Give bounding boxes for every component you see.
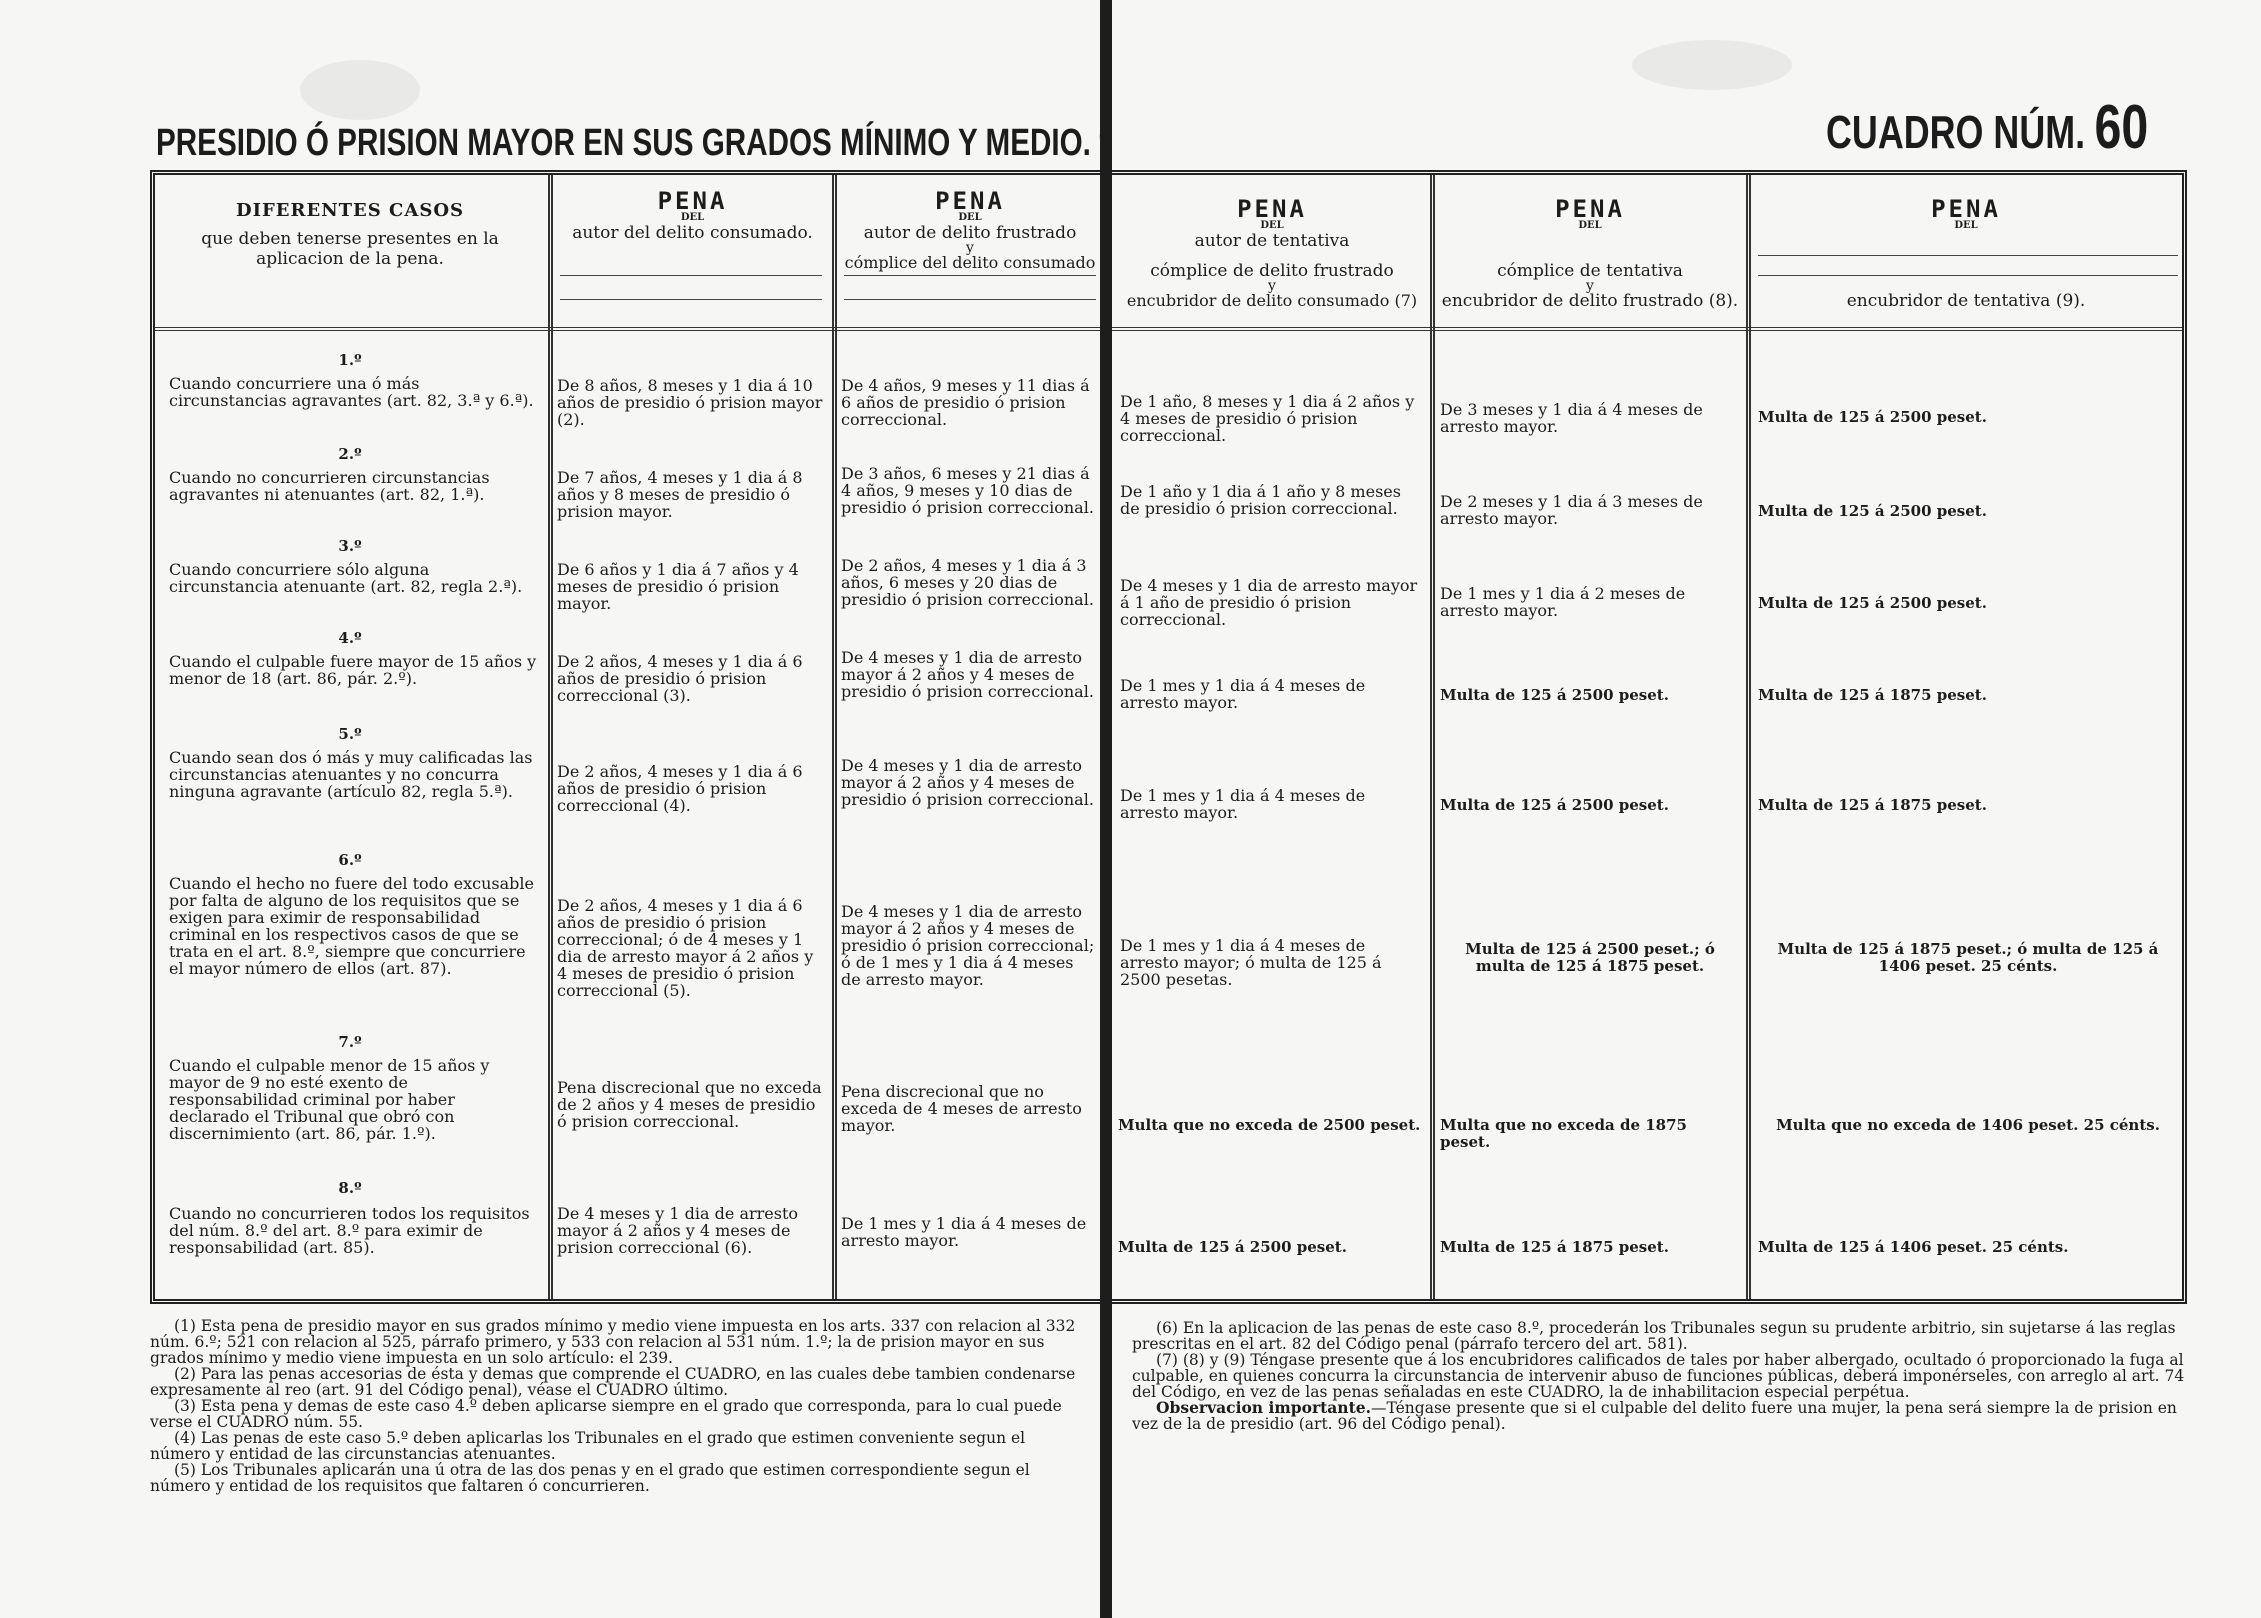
- pena-complice-tentativa: De 1 mes y 1 dia á 2 meses de arresto mayor.: [1440, 584, 1686, 620]
- header-rule: [844, 275, 1096, 276]
- left-page: [0, 0, 1100, 1618]
- case-description: Cuando no concurrieren todos los requisitos del núm. 8.º del art. 8.º para eximir de responsabilidad (art. 85).: [169, 1204, 530, 1257]
- pena-complice-tentativa: De 3 meses y 1 dia á 4 meses de arresto mayor.: [1440, 400, 1703, 436]
- page-title-text: PRESIDIO Ó PRISION MAYOR EN SUS GRADOS MÍNIMO Y MEDIO.: [156, 122, 1091, 164]
- left-footnotes: [150, 1318, 1090, 1494]
- paper-stain: [1632, 40, 1792, 90]
- pena-autor-consumado: De 2 años, 4 meses y 1 dia á 6 años de presidio ó prision correccional (3).: [557, 652, 803, 705]
- header-col-complice-tentativa: [1436, 197, 1744, 311]
- header-cases: [155, 201, 545, 269]
- pena-tentativa: De 4 meses y 1 dia de arresto mayor á 1 año de presidio ó prision correccional.: [1120, 576, 1418, 629]
- right-penalty-table: [1112, 170, 2187, 1304]
- footnote: (3) Esta pena y demas de este caso 4.º deben aplicarse siempre en el grado que corresponda, para lo cual puede verse el CUADRO núm. 55.: [150, 1397, 1062, 1431]
- case-number: 2.º: [338, 445, 362, 463]
- pena-frustrado: De 4 meses y 1 dia de arresto mayor á 2 años y 4 meses de presidio ó prision correccional.: [841, 756, 1094, 809]
- col-title-line: encubridor de tentativa (9).: [1846, 291, 2086, 311]
- pena-tentativa: Multa de 125 á 2500 peset.: [1118, 1238, 1347, 1256]
- case-description: Cuando el culpable fuere mayor de 15 años y menor de 18 (art. 86, pár. 2.º).: [169, 652, 537, 688]
- pena-complice-tentativa: De 2 meses y 1 dia á 3 meses de arresto mayor.: [1440, 492, 1703, 528]
- pena-complice-tentativa: Multa de 125 á 2500 peset.: [1440, 796, 1669, 814]
- pena-label: PENA: [1931, 195, 2001, 223]
- book-binding: [1100, 0, 1112, 1618]
- case-number: 6.º: [338, 851, 362, 869]
- pena-encubridor-tentativa: Multa de 125 á 1875 peset.: [1758, 686, 1987, 704]
- pena-encubridor-tentativa: Multa de 125 á 2500 peset.: [1758, 502, 1987, 520]
- pena-autor-consumado: De 6 años y 1 dia á 7 años y 4 meses de presidio ó prision mayor.: [557, 560, 799, 613]
- col-title-line: cómplice de delito frustrado: [1150, 261, 1394, 281]
- pena-tentativa: De 1 mes y 1 dia á 4 meses de arresto mayor.: [1120, 786, 1366, 822]
- pena-label: PENA: [935, 187, 1005, 215]
- header-divider: [1112, 327, 2182, 331]
- pena-encubridor-tentativa: Multa de 125 á 1406 peset. 25 cénts.: [1758, 1238, 2069, 1256]
- observation-text: —Téngase presente que si el culpable del delito fuere una mujer, la pena será siempre la de prision en vez de la de presidio (art. 96 del Código penal).: [1132, 1399, 2177, 1433]
- col-title: autor del delito consumado.: [572, 223, 813, 243]
- pena-frustrado: De 4 meses y 1 dia de arresto mayor á 2 años y 4 meses de presidio ó prision correccional; ó de 1 mes y 1 dia á 4 meses de arresto mayor.: [841, 902, 1095, 989]
- cuadro-title: [1826, 92, 2148, 163]
- case-number: 7.º: [338, 1033, 362, 1051]
- pena-complice-tentativa: Multa que no exceda de 1875 peset.: [1440, 1116, 1687, 1151]
- observation-note: [1132, 1400, 2192, 1432]
- pena-autor-consumado: De 8 años, 8 meses y 1 dia á 10 años de presidio ó prision mayor (2).: [557, 376, 823, 429]
- pena-encubridor-tentativa: Multa de 125 á 2500 peset.: [1758, 594, 1987, 612]
- pena-encubridor-tentativa: Multa que no exceda de 1406 peset. 25 cénts.: [1776, 1116, 2160, 1134]
- case-number: 4.º: [338, 629, 362, 647]
- del-label: DEL: [1260, 220, 1284, 231]
- case-description: Cuando no concurrieren circunstancias agravantes ni atenuantes (art. 82, 1.ª).: [169, 468, 490, 504]
- case-number: 3.º: [338, 537, 362, 555]
- left-penalty-table: [150, 170, 1100, 1304]
- header-rule: [560, 299, 822, 300]
- del-label: DEL: [1954, 220, 1978, 231]
- pena-tentativa: De 1 año y 1 dia á 1 año y 8 meses de presidio ó prision correccional.: [1120, 482, 1401, 518]
- header-col-frustrado: [839, 189, 1101, 273]
- cases-title: DIFERENTES CASOS: [235, 200, 464, 221]
- header-divider: [155, 327, 1100, 331]
- pena-complice-tentativa: Multa de 125 á 2500 peset.; ó multa de 125 á 1875 peset.: [1465, 940, 1715, 975]
- footnote: (6) En la aplicacion de las penas de este caso 8.º, procederán los Tribunales segun su prudente arbitrio, sin sujetarse á las reglas prescritas en el art. 82 del Código penal (párrafo tercero del art. 581).: [1132, 1319, 2176, 1353]
- pena-autor-consumado: De 2 años, 4 meses y 1 dia á 6 años de presidio ó prision correccional; ó de 4 meses y 1 dia de arresto mayor á 2 años y 4 meses de presidio ó prision correccional (5).: [557, 896, 814, 1000]
- del-label: DEL: [680, 212, 705, 223]
- header-col-tentativa: [1116, 197, 1428, 311]
- pena-autor-consumado: Pena discrecional que no exceda de 2 años y 4 meses de presidio ó prision correccional.: [557, 1078, 822, 1131]
- header-col-autor-consumado: [555, 189, 830, 243]
- del-label: DEL: [1578, 220, 1602, 231]
- case-number: 5.º: [338, 725, 362, 743]
- case-description: Cuando sean dos ó más y muy calificadas las circunstancias atenuantes y no concurra ninguna agravante (artículo 82, regla 5.ª).: [169, 748, 533, 801]
- footnote: (5) Los Tribunales aplicarán una ú otra de las dos penas y en el grado que estimen correspondiente segun el número y entidad de los requisitos que faltaren ó concurrieren.: [150, 1461, 1030, 1495]
- header-rule: [844, 299, 1096, 300]
- pena-encubridor-tentativa: Multa de 125 á 1875 peset.: [1758, 796, 1987, 814]
- cases-subtitle: que deben tenerse presentes en la aplicacion de la pena.: [201, 229, 499, 269]
- pena-encubridor-tentativa: Multa de 125 á 1875 peset.; ó multa de 125 á 1406 peset. 25 cénts.: [1777, 940, 2159, 975]
- case-description: Cuando concurriere sólo alguna circunstancia atenuante (art. 82, regla 2.ª).: [169, 560, 523, 596]
- col-title-y: y: [1268, 278, 1276, 294]
- del-label: DEL: [958, 212, 982, 223]
- pena-frustrado: Pena discrecional que no exceda de 4 meses de arresto mayor.: [841, 1082, 1082, 1135]
- pena-frustrado: De 2 años, 4 meses y 1 dia á 3 años, 6 meses y 20 dias de presidio ó prision correccional.: [841, 556, 1094, 609]
- pena-frustrado: De 3 años, 6 meses y 21 dias á 4 años, 9 meses y 10 dias de presidio ó prision correccional.: [841, 464, 1094, 517]
- col-title-y: y: [1586, 278, 1594, 294]
- pena-frustrado: De 1 mes y 1 dia á 4 meses de arresto mayor.: [841, 1214, 1087, 1250]
- pena-autor-consumado: De 7 años, 4 meses y 1 dia á 8 años y 8 meses de presidio ó prision mayor.: [557, 468, 803, 521]
- col-title-line: autor de tentativa: [1194, 231, 1350, 251]
- col-title-line: encubridor de delito consumado (7): [1126, 291, 1418, 310]
- pena-tentativa: Multa que no exceda de 2500 peset.: [1118, 1116, 1421, 1134]
- paper-stain: [300, 60, 420, 120]
- case-number: 8.º: [338, 1179, 362, 1197]
- case-description: Cuando concurriere una ó más circunstancias agravantes (art. 82, 3.ª y 6.ª).: [169, 374, 534, 410]
- pena-label: PENA: [1555, 195, 1625, 223]
- footnote: (4) Las penas de este caso 5.º deben aplicarlas los Tribunales en el grado que estimen conveniente segun el número y entidad de las circunstancias atenuantes.: [150, 1429, 1026, 1463]
- cuadro-label: CUADRO NÚM.: [1826, 106, 2086, 158]
- pena-label: PENA: [1237, 195, 1307, 223]
- pena-autor-consumado: De 4 meses y 1 dia de arresto mayor á 2 años y 4 meses de prision correccional (6).: [557, 1204, 799, 1257]
- footnote: (1) Esta pena de presidio mayor en sus grados mínimo y medio viene impuesta en los arts. 337 con relacion al 332 núm. 6.º; 521 con relacion al 525, párrafo primero, y 533 con relacion al 531 núm. 1.º; la de prision mayor en sus grados mínimo y medio viene impuesta en un solo artículo: el 239.: [150, 1317, 1076, 1367]
- pena-complice-tentativa: Multa de 125 á 2500 peset.: [1440, 686, 1669, 704]
- footnote: (2) Para las penas accesorias de ésta y demas que comprende el CUADRO, en las cuales debe tambien condenarse expresamente al reo (art. 91 del Código penal), véase el CUADRO último.: [150, 1365, 1076, 1399]
- pena-encubridor-tentativa: Multa de 125 á 2500 peset.: [1758, 408, 1987, 426]
- column-divider: [832, 175, 837, 1299]
- pena-label: PENA: [657, 187, 728, 215]
- pena-frustrado: De 4 meses y 1 dia de arresto mayor á 2 años y 4 meses de presidio ó prision correccional.: [841, 648, 1094, 701]
- pena-tentativa: De 1 año, 8 meses y 1 dia á 2 años y 4 meses de presidio ó prision correccional.: [1120, 392, 1415, 445]
- case-description: Cuando el culpable menor de 15 años y mayor de 9 no esté exento de responsabilidad criminal por haber declarado el Tribunal que obró con discernimiento (art. 86, pár. 1.º).: [169, 1056, 490, 1143]
- right-page: [1112, 0, 2261, 1618]
- header-col-encubridor-tentativa: [1752, 197, 2180, 311]
- column-divider: [1746, 175, 1751, 1299]
- footnote: (7) (8) y (9) Téngase presente que á los encubridores calificados de tales por haber albergado, ocultado ó proporcionado la fuga al culpable, en quienes concurra la circunstancia de intervenir abuso de funciones públicas, deberá imponérseles, con arreglo al art. 74 del Código, en vez de las penas señaladas en este CUADRO, la de inhabilitacion especial perpétua.: [1132, 1351, 2185, 1401]
- col-title-line: encubridor de delito frustrado (8).: [1441, 291, 1739, 311]
- observation-label: Observacion importante.: [1156, 1398, 1371, 1417]
- pena-autor-consumado: De 2 años, 4 meses y 1 dia á 6 años de presidio ó prision correccional (4).: [557, 762, 803, 815]
- col-title-line: cómplice del delito consumado: [844, 253, 1096, 272]
- pena-tentativa: De 1 mes y 1 dia á 4 meses de arresto mayor; ó multa de 125 á 2500 pesetas.: [1120, 936, 1382, 989]
- pena-frustrado: De 4 años, 9 meses y 11 dias á 6 años de presidio ó prision correccional.: [841, 376, 1090, 429]
- col-title-y: y: [966, 240, 974, 256]
- right-footnotes: [1132, 1320, 2192, 1432]
- pena-tentativa: De 1 mes y 1 dia á 4 meses de arresto mayor.: [1120, 676, 1366, 712]
- cuadro-number: 60: [2094, 93, 2149, 162]
- header-rule: [560, 275, 822, 276]
- pena-complice-tentativa: Multa de 125 á 1875 peset.: [1440, 1238, 1669, 1256]
- page-title: [156, 122, 1116, 165]
- col-title-line: cómplice de tentativa: [1497, 261, 1683, 281]
- column-divider: [548, 175, 553, 1299]
- case-description: Cuando el hecho no fuere del todo excusable por falta de alguno de los requisitos que se exigen para eximir de responsabilidad criminal en los respectivos casos de que se trata en el art. 8.º, siempre que concurriere el mayor número de ellos (art. 87).: [169, 874, 534, 978]
- col-title-line: autor de delito frustrado: [863, 223, 1077, 243]
- case-number: 1.º: [338, 351, 362, 369]
- column-divider: [1430, 175, 1435, 1299]
